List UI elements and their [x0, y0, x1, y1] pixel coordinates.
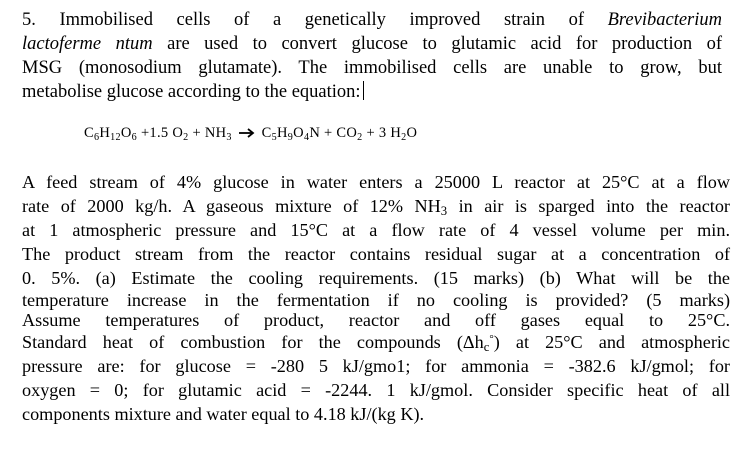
body-line-3: at 1 atmospheric pressure and 15°C at a flow rate of 4 vessel volume per min.	[22, 220, 730, 240]
body-line-4: The product stream from the reactor contains residual sugar at a concentration of	[22, 244, 730, 264]
intro-line-1: 5. Immobilised cells of a genetically improved strain of Brevibacterium	[22, 10, 722, 30]
body-line-2: rate of 2000 kg/h. A gaseous mixture of 12% $NH_3$ in air is sparged into the reactor	[22, 196, 730, 218]
body-line-8: Standard heat of combustion for the compounds $(\Delta h_c^\circ)$ at 25°C and atmospheric	[22, 332, 730, 354]
equation-lhs: $C_6H_{12}O_6 +1.5$ $O_2 + NH_3$	[84, 125, 232, 143]
body-line-7: Assume temperatures of product, reactor and off gases equal to 25°C.	[22, 310, 730, 330]
intro-line-4: metabolise glucose according to the equation:	[22, 80, 722, 104]
equation-rhs: $C_5H_9O_4N + CO_2 + 3$ $H_2O$	[261, 125, 418, 143]
body-line-11: components mixture and water equal to 4.18 kJ/(kg K).	[22, 404, 425, 424]
problem-body-paragraph	[22, 170, 730, 426]
body-line-1: A feed stream of 4% glucose in water enters a 25000 L reactor at 25°C at a flow	[22, 172, 730, 192]
text-caret	[363, 81, 364, 100]
intro-line-3: MSG (monosodium glutamate). The immobilised cells are unable to grow, but	[22, 58, 722, 78]
intro-line-2: lactoferme ntum are used to convert glucose to glutamic acid for production of	[22, 34, 722, 54]
problem-intro-paragraph	[22, 8, 722, 104]
body-line-10: oxygen = 0; for glutamic acid = -2244. 1 kJ/gmol. Consider specific heat of all	[22, 380, 730, 400]
body-line-5: 0. 5%. (a) Estimate the cooling requirements. (15 marks) (b) What will be the	[22, 268, 730, 288]
body-line-6: temperature increase in the fermentation if no cooling is provided? (5 marks)	[22, 290, 730, 310]
body-line-9: pressure are: for glucose = -280 5 kJ/gmo1; for ammonia = -382.6 kJ/gmol; for	[22, 356, 730, 376]
chemical-equation	[84, 125, 417, 142]
reaction-arrow-icon	[239, 128, 255, 138]
